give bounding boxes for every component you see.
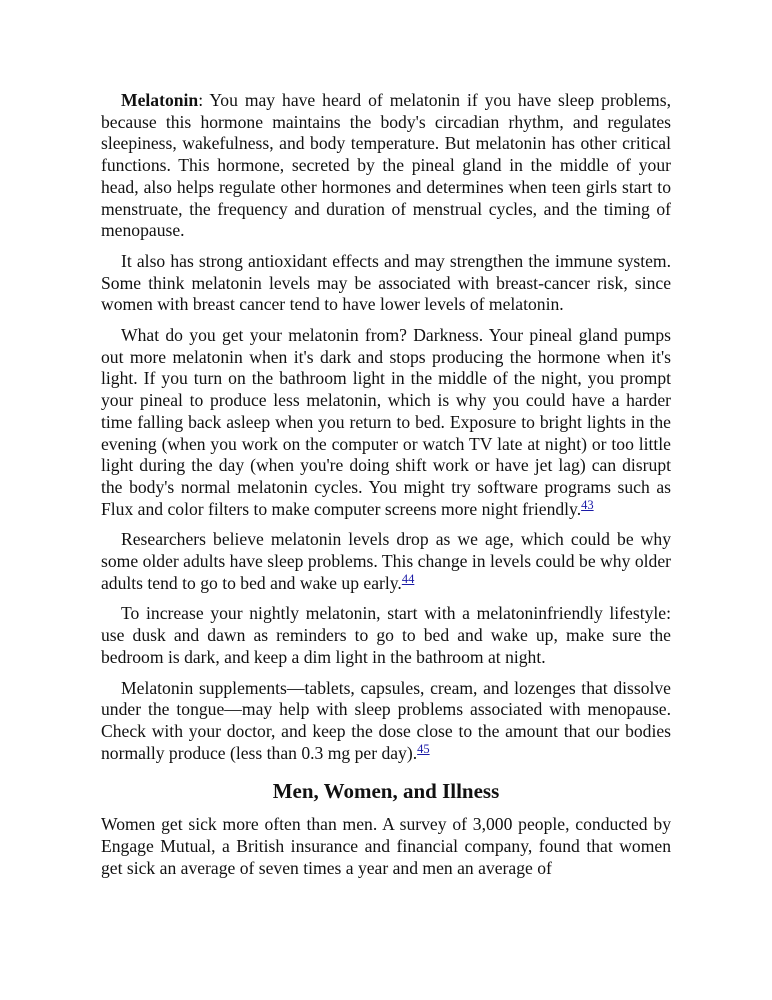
paragraph-text: To increase your nightly melatonin, start with a melatoninfriendly lifestyle: use dusk and dawn as reminders to go to bed and wake up, make sure the bedroom is dark, and keep a dim light in the bathroom at night. <box>101 603 671 667</box>
paragraph-melatonin-intro <box>101 90 671 242</box>
paragraph-supplements <box>101 678 671 765</box>
document-page <box>101 90 671 889</box>
paragraph-text: : You may have heard of melatonin if you have sleep problems, because this hormone maintains the body's circadian rhythm, and regulates sleepiness, wakefulness, and body temperature. But melatonin has other critical functions. This hormone, secreted by the pineal gland in the middle of your head, also helps regulate other hormones and determines when teen girls start to menstruate, the frequency and duration of menstrual cycles, and the timing of menopause. <box>101 90 671 241</box>
paragraph-text: Women get sick more often than men. A survey of 3,000 people, conducted by Engage Mutual, a British insurance and financial company, found that women get sick an average of seven times a year and men an average of <box>101 814 671 878</box>
footnote-link-44[interactable]: 44 <box>401 571 415 586</box>
paragraph-text: It also has strong antioxidant effects and may strengthen the immune system. Some think melatonin levels may be associated with breast-cancer risk, since women with breast cancer tend to have lower levels of melatonin. <box>101 250 671 315</box>
paragraph-text: Researchers believe melatonin levels drop as we age, which could be why some older adults have sleep problems. This change in levels could be why older adults tend to go to bed and wake up early. <box>101 529 671 593</box>
footnote-link-45[interactable]: 45 <box>417 741 430 756</box>
section-heading: Men, Women, and Illness <box>272 779 500 804</box>
footnote-link-43[interactable]: 43 <box>581 497 594 512</box>
paragraph-illness <box>101 814 671 879</box>
paragraph-aging <box>101 529 671 594</box>
paragraph-text: Melatonin supplements—tablets, capsules, cream, and lozenges that dissolve under the tongue—may help with sleep problems associated with menopause. Check with your doctor, and keep the dose close to the amount that our bodies normally produce (less than 0.3 mg per day). <box>101 677 671 763</box>
paragraph-text: What do you get your melatonin from? Darkness. Your pineal gland pumps out more melatonin when it's dark and stops producing the hormone when it's light. If you turn on the bathroom light in the middle of the night, you prompt your pineal to produce less melatonin, which is why you could have a harder time falling back asleep when you return to bed. Exposure to bright lights in the evening (when you work on the computer or watch TV late at night) or too little light during the day (when you're doing shift work or have jet lag) can disrupt the body's normal melatonin cycles. You might try software programs such as Flux and color filters to make computer screens more night friendly. <box>101 325 671 519</box>
term-melatonin: Melatonin <box>121 90 199 110</box>
paragraph-lifestyle <box>101 603 671 668</box>
paragraph-antioxidant <box>101 251 671 316</box>
paragraph-darkness <box>101 325 671 520</box>
